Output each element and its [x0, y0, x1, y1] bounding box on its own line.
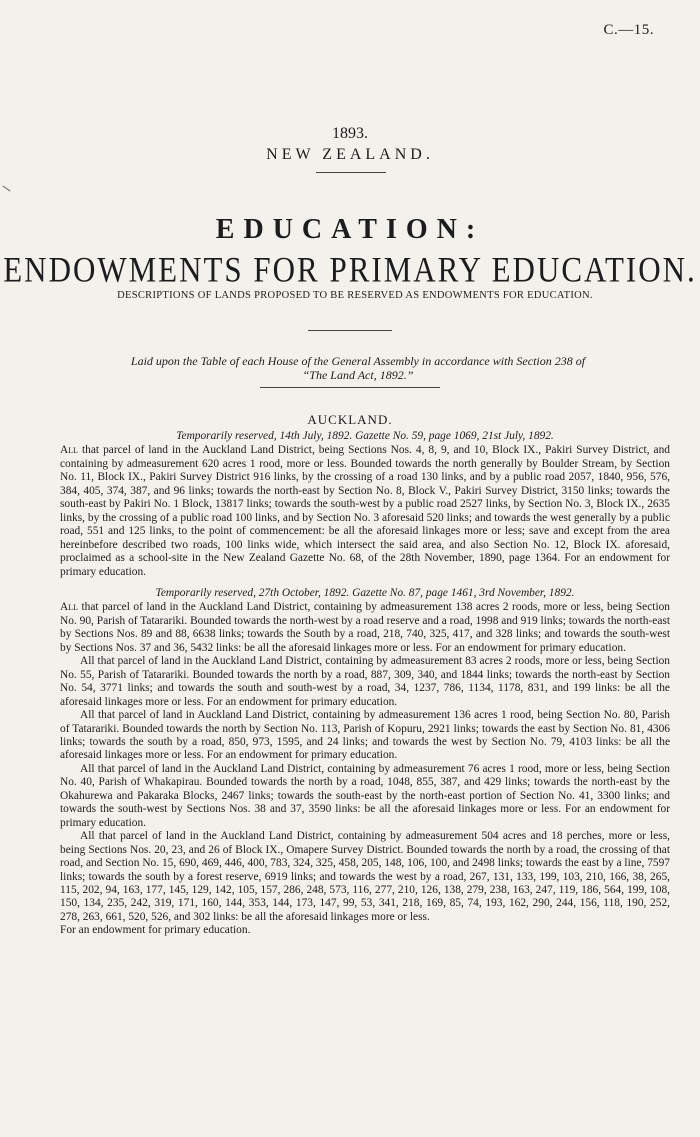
laid-line-1: Laid upon the Table of each House of the General Assembly in accordance with Section 238 of	[130, 354, 586, 368]
lead-word: All	[60, 601, 78, 614]
document-year: 1893.	[332, 125, 368, 142]
paragraph-text: that parcel of land in the Auckland Land District, being Sections Nos. 4, 8, 9, and 10, Block IX., Pakiri Survey District, and containing by admeasurement 620 acres 1 rood, more or less. Bounded towards the north generally by Boulder Stream, by Section No. 11, Block IX., Pakiri Survey District 916 links, by the crossing of a road 130 links, and by a public road 2057, 1840, 956, 576, 384, 405, 374, 387, and 96 links; towards the north-east by Section No. 8, Block V., Pakiri Survey District, 3150 links; towards the south-east by Pakiri No. 1 Block, 13817 links; towards the south-west by a public road 2527 links, by Section No. 3, Block IX., 2635 links, by the crossing of a public road 100 links, and by Section No. 3 aforesaid 520 links; and towards the west generally by a public road, 551 and 125 links, to the point of commencement: be all the aforesaid linkages more or less; save and except from the area hereinbefore described two roads, 100 links wide, which intersect the said area, and also Section No. 12, Block IX. aforesaid, proclaimed as a school-site in the New Zealand Gazette No. 68, of the 28th November, 1890, page 1364. For an endowment for primary education.	[60, 444, 670, 578]
reserve-heading-1: Temporarily reserved, 14th July, 1892. Gazette No. 59, page 1069, 21st July, 1892.	[176, 430, 554, 442]
divider-rule	[260, 387, 440, 388]
laid-upon-table-note	[58, 354, 658, 382]
laid-line-2: “The Land Act, 1892.”	[302, 368, 414, 382]
section-heading: AUCKLAND.	[307, 412, 393, 427]
divider-rule	[316, 172, 386, 173]
reserve-paragraph-1	[60, 444, 670, 579]
reserve-paragraph-4: All that parcel of land in Auckland Land District, containing by admeasurement 136 acres 1 rood, being Section No. 80, Parish of Tatarariki. Bounded towards the north by Section No. 113, Parish of Kopuru, 2921 links; towards the east by Section No. 81, 4306 links; towards the south by a road, 850, 973, 1595, and 24 links; and towards the west by Section No. 79, 4103 links: be all the aforesaid linkages more or less. For an endowment for primary education.	[60, 709, 670, 762]
reserve-heading-2: Temporarily reserved, 27th October, 1892. Gazette No. 87, page 1461, 3rd November, 1892.	[155, 586, 575, 599]
reserve-paragraph-2	[60, 601, 670, 655]
reserve-paragraph-6: All that parcel of land in the Auckland Land District, containing by admeasurement 504 acres and 18 perches, more or less, being Sections Nos. 20, 23, and 26 of Block IX., Omapere Survey District. Bounded towards the north by a road, the crossing of that road, and Section No. 15, 690, 469, 446, 400, 783, 324, 325, 458, 205, 148, 106, 100, and 2498 links; towards the east by a line, 7597 links; towards the south by a forest reserve, 6919 links; and towards the west by a road, 267, 131, 133, 199, 103, 210, 166, 38, 265, 115, 202, 94, 163, 177, 145, 129, 142, 105, 157, 286, 248, 573, 116, 277, 210, 126, 138, 279, 238, 163, 247, 119, 186, 564, 199, 108, 150, 134, 235, 242, 319, 171, 160, 144, 353, 144, 173, 147, 99, 53, 341, 218, 169, 85, 74, 193, 162, 290, 244, 156, 118, 190, 252, 278, 263, 661, 520, 526, and 302 links: be all the aforesaid linkages more or less.	[60, 830, 670, 923]
document-reference: C.—15.	[603, 22, 654, 38]
margin-mark	[3, 186, 11, 192]
reserve-paragraph-6-tail: For an endowment for primary education.	[60, 924, 251, 937]
paragraph-text: that parcel of land in the Auckland Land District, containing by admeasurement 138 acres 2 roods, more or less, being Section No. 90, Parish of Tatarariki. Bounded towards the north-west by a road reserve and a road, 1998 and 919 links; towards the north-east by Sections Nos. 89 and 88, 6638 links; towards the South by a road, 218, 740, 325, 417, and 328 links; and towards the south-west by Sections Nos. 37 and 36, 5432 links: be all the aforesaid linkages more or less. For an endowment for primary education.	[60, 601, 670, 654]
document-description: DESCRIPTIONS OF LANDS PROPOSED TO BE RESERVED AS ENDOWMENTS FOR EDUCATION.	[117, 290, 593, 301]
reserve-paragraph-3: All that parcel of land in the Auckland Land District, containing by admeasurement 83 acres 2 roods, more or less, being Section No. 55, Parish of Tatarariki. Bounded towards the north by a road, 887, 309, 340, and 1844 links; towards the north-east by Section No. 54, 3771 links; and towards the south and south-west by a road, 34, 1237, 786, 1134, 1178, 831, and 199 links: be all the aforesaid linkages more or less. For an endowment for primary education.	[60, 655, 670, 708]
lead-word: All	[60, 444, 78, 457]
reserve-paragraph-5: All that parcel of land in the Auckland Land District, containing by admeasurement 76 acres 1 rood, more or less, being Section No. 40, Parish of Whakapirau. Bounded towards the north by a road, 1048, 855, 387, and 429 links; towards the north-east by the Okahurewa and Pakaraka Blocks, 2467 links; towards the south-east by the north-east portion of Section No. 41, 3300 links; and towards the south-west by Sections Nos. 38 and 37, 3590 links: be all the aforesaid linkages more or less. For an endowment for primary education.	[60, 762, 670, 829]
document-title: EDUCATION:	[215, 214, 485, 245]
document-body	[60, 430, 670, 938]
document-country: NEW ZEALAND.	[266, 146, 434, 163]
document-subtitle: ENDOWMENTS FOR PRIMARY EDUCATION.	[3, 249, 697, 290]
divider-rule	[308, 330, 392, 331]
